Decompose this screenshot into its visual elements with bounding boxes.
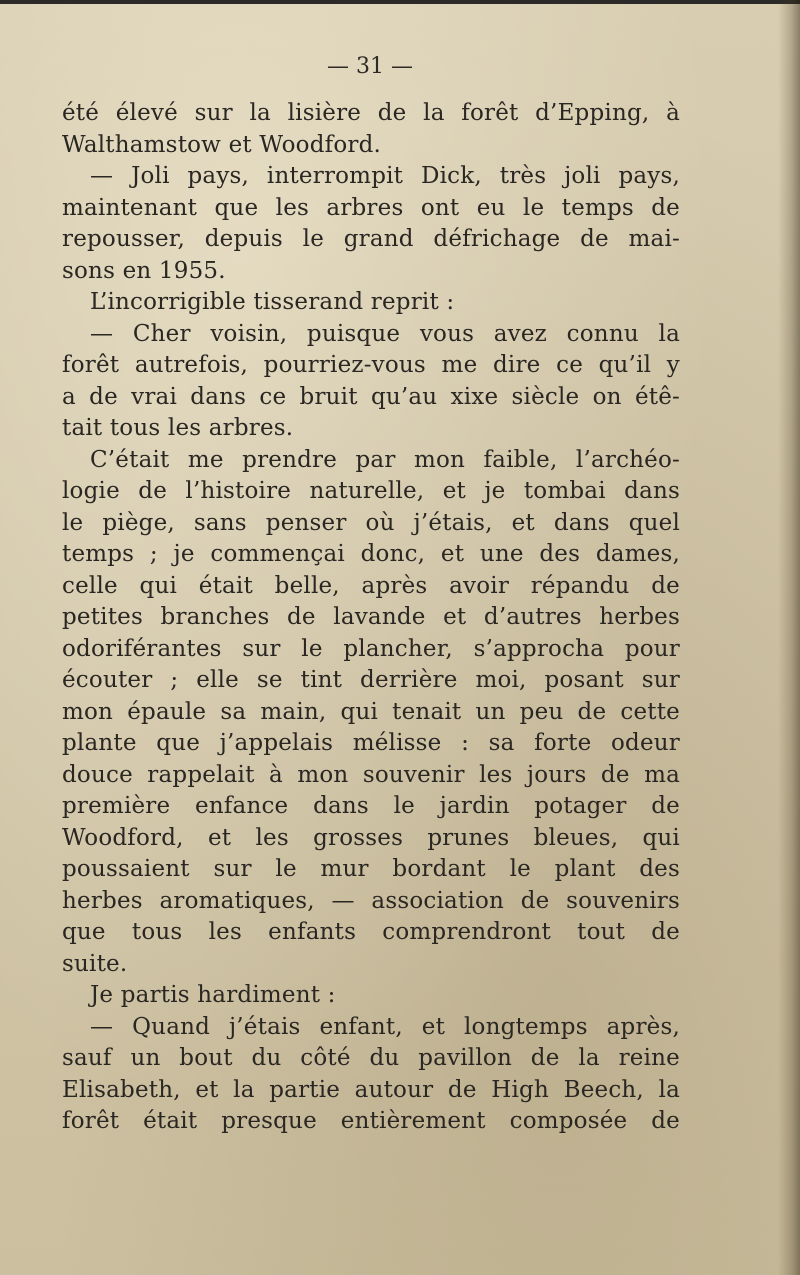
text-line: Walthamstow et Woodford. (62, 131, 382, 158)
text-line: celle qui était belle, après avoir répandu de (62, 572, 680, 599)
text-line: herbes aromatiques, — association de souvenirs (62, 887, 680, 914)
text-line: Elisabeth, et la partie autour de High Beech, la (62, 1076, 680, 1103)
text-line: que tous les enfants comprendront tout de (62, 919, 680, 945)
text-line: — Quand j’étais enfant, et longtemps après, (90, 1013, 680, 1040)
text-line: maintenant que les arbres ont eu le temps de (62, 194, 680, 221)
text-line: — Cher voisin, puisque vous avez connu la (90, 320, 680, 347)
text-line: première enfance dans le jardin potager de (62, 793, 680, 819)
text-line: — Joli pays, interrompit Dick, très joli pays, (90, 163, 680, 189)
page-top-edge (0, 0, 800, 4)
text-line: logie de l’histoire naturelle, et je tombai dans (62, 478, 680, 504)
text-line: poussaient sur le mur bordant le plant des (62, 856, 680, 882)
text-line: odoriférantes sur le plancher, s’approcha pour (62, 635, 680, 662)
text-line: forêt autrefois, pourriez-vous me dire ce qu’il y (62, 352, 680, 378)
text-line: repousser, depuis le grand défrichage de mai- (62, 226, 680, 252)
page-number: — 31 — (327, 54, 413, 79)
text-line: C’était me prendre par mon faible, l’archéo- (90, 446, 680, 473)
text-line: plante que j’appelais mélisse : sa forte odeur (62, 730, 680, 756)
text-line: forêt était presque entièrement composée de (62, 1108, 680, 1134)
text-line: écouter ; elle se tint derrière moi, posant sur (62, 667, 680, 693)
text-line: petites branches de lavande et d’autres herbes (62, 604, 680, 630)
text-line: douce rappelait à mon souvenir les jours de ma (62, 761, 680, 788)
text-line: temps ; je commençai donc, et une des dames, (62, 541, 680, 567)
text-line: sons en 1955. (62, 257, 226, 284)
text-line: suite. (62, 950, 128, 977)
text-line: été élevé sur la lisière de la forêt d’Epping, à (62, 100, 680, 126)
text-line: mon épaule sa main, qui tenait un peu de cette (62, 698, 680, 725)
page-binding-shadow (778, 0, 800, 1275)
text-line: le piège, sans penser où j’étais, et dans quel (62, 509, 680, 536)
text-line: Woodford, et les grosses prunes bleues, qui (62, 824, 680, 851)
body-text (62, 98, 680, 1138)
text-line: sauf un bout du côté du pavillon de la reine (62, 1045, 680, 1071)
text-line: a de vrai dans ce bruit qu’au xixe siècle on étê- (62, 383, 680, 410)
text-line: L’incorrigible tisserand reprit : (90, 289, 455, 315)
text-line: Je partis hardiment : (90, 982, 336, 1008)
text-line: tait tous les arbres. (62, 415, 294, 441)
